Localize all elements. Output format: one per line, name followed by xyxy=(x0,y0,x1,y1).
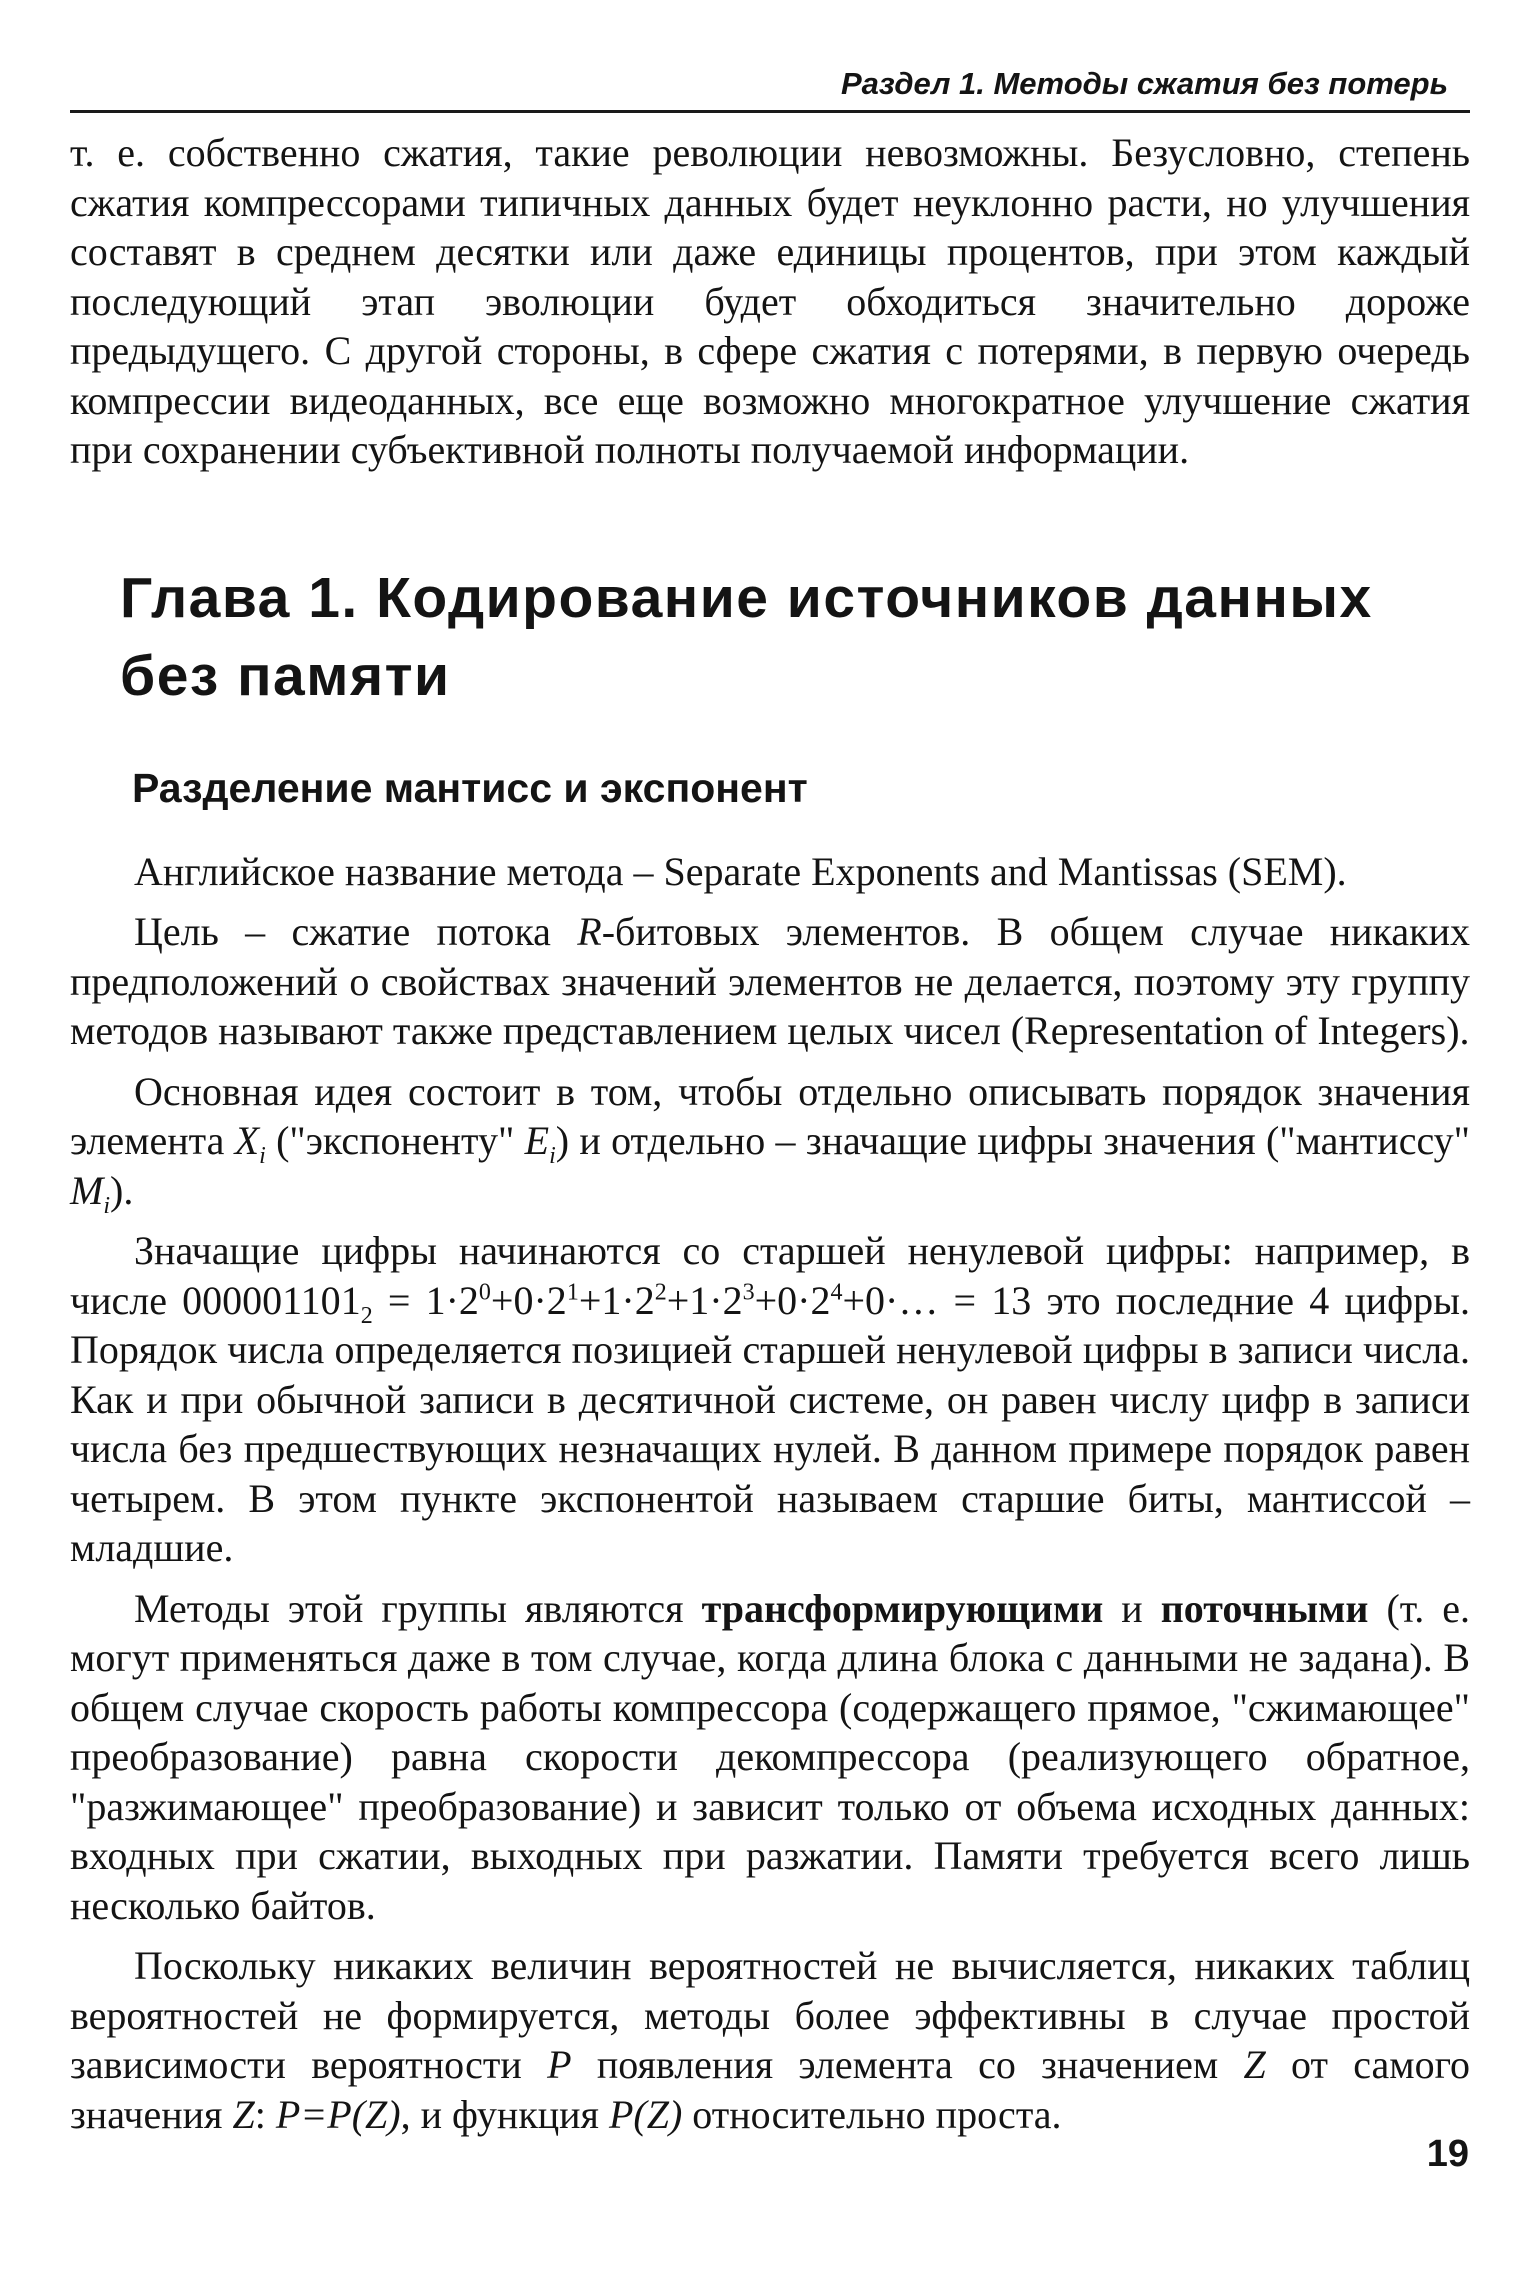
paragraph-goal: Цель – сжатие потока R-битовых элементов. В общем случае никаких предположений о свойствах значений элементов не делается, поэтому эту группу методов называют также представлением целых чисел (Representation of Integers). xyxy=(70,909,1470,1053)
section-title: Разделение мантисс и экспонент xyxy=(132,764,808,811)
paragraph-methods: Методы этой группы являются трансформирующими и поточными (т. е. могут применяться даже в том случае, когда длина блока с данными не задана). В общем случае скорость работы компрессора (содержащего прямое, "сжимающее" преобразование) равна скорости декомпрессора (реализующего обратное, "разжимающее" преобразование) и зависит только от объема исходных данных: входных при сжатии, выходных при разжатии. Памяти требуется всего лишь несколько байтов. xyxy=(70,1585,1470,1928)
page-content xyxy=(70,128,1470,2139)
variable-m: $M_i$ xyxy=(70,1167,110,1219)
variable-z-2: Z xyxy=(232,2091,255,2137)
paragraph-significant-digits: Значащие цифры начинаются со старшей ненулевой цифры: например, в числе $000001101_2$ = $1\cdot 2^0+0\cdot 2^1+1\cdot 2^2+1\cdot 2^3+0\cdot 2^4+0\cdot\dots = 13$ это последние 4 цифры. Порядок числа определяется позицией старшей ненулевой цифры в записи числа. Как и при обычной записи в десятичной системе, он равен числу цифр в записи числа без предшествующих незначащих нулей. В данном примере порядок равен четырем. В этом пункте экспонентой называем старшие биты, мантиссой – младшие. xyxy=(70,1228,1470,1570)
binary-base: 2 xyxy=(360,1302,373,1329)
variable-r: R xyxy=(577,909,602,954)
page-number: 19 xyxy=(1426,2133,1469,2175)
term-streaming: поточными xyxy=(1160,1585,1369,1631)
variable-p: P xyxy=(547,2042,572,2087)
running-header-text: Раздел 1. Методы сжатия без потерь xyxy=(841,66,1448,101)
function: P(Z) xyxy=(608,2091,683,2137)
variable-e: $E_i$ xyxy=(524,1118,556,1169)
formula: P=P(Z) xyxy=(275,2091,401,2137)
paragraph-main-idea: Основная идея состоит в том, чтобы отдельно описывать порядок значения элемента $X_i$ ("экспоненту" $E_i$) и отдельно – значащие цифры значения ("мантиссу" $M_i$). xyxy=(70,1068,1470,1219)
running-header xyxy=(70,64,1470,113)
paragraph-probability: Поскольку никаких величин вероятностей не вычисляется, никаких таблиц вероятностей не формируется, методы более эффективны в случае простой зависимости вероятности P появления элемента со значением Z от самого значения Z: P=P(Z), и функция P(Z) относительно проста. xyxy=(70,1943,1471,2137)
chapter-title: Глава 1. Кодирование источников данных без памяти xyxy=(120,565,1373,708)
variable-z: Z xyxy=(1243,2042,1266,2087)
paragraph-english-name: Английское название метода – Separate Exponents and Mantissas (SEM). xyxy=(134,848,1347,894)
variable-x: $X_i$ xyxy=(234,1118,266,1169)
term-transforming: трансформирующими xyxy=(701,1585,1104,1631)
intro-paragraph: т. е. собственно сжатия, такие революции невозможны. Безусловно, степень сжатия компрессорами типичных данных будет неуклонно расти, но улучшения составят в среднем десятки или даже единицы процентов, при этом каждый последующий этап эволюции будет обходиться значительно дороже предыдущего. С другой стороны, в сфере сжатия с потерями, в первую очередь компрессии видеоданных, все еще возможно многократное улучшение сжатия при сохранении субъективной полноты получаемой информации. xyxy=(70,130,1470,472)
